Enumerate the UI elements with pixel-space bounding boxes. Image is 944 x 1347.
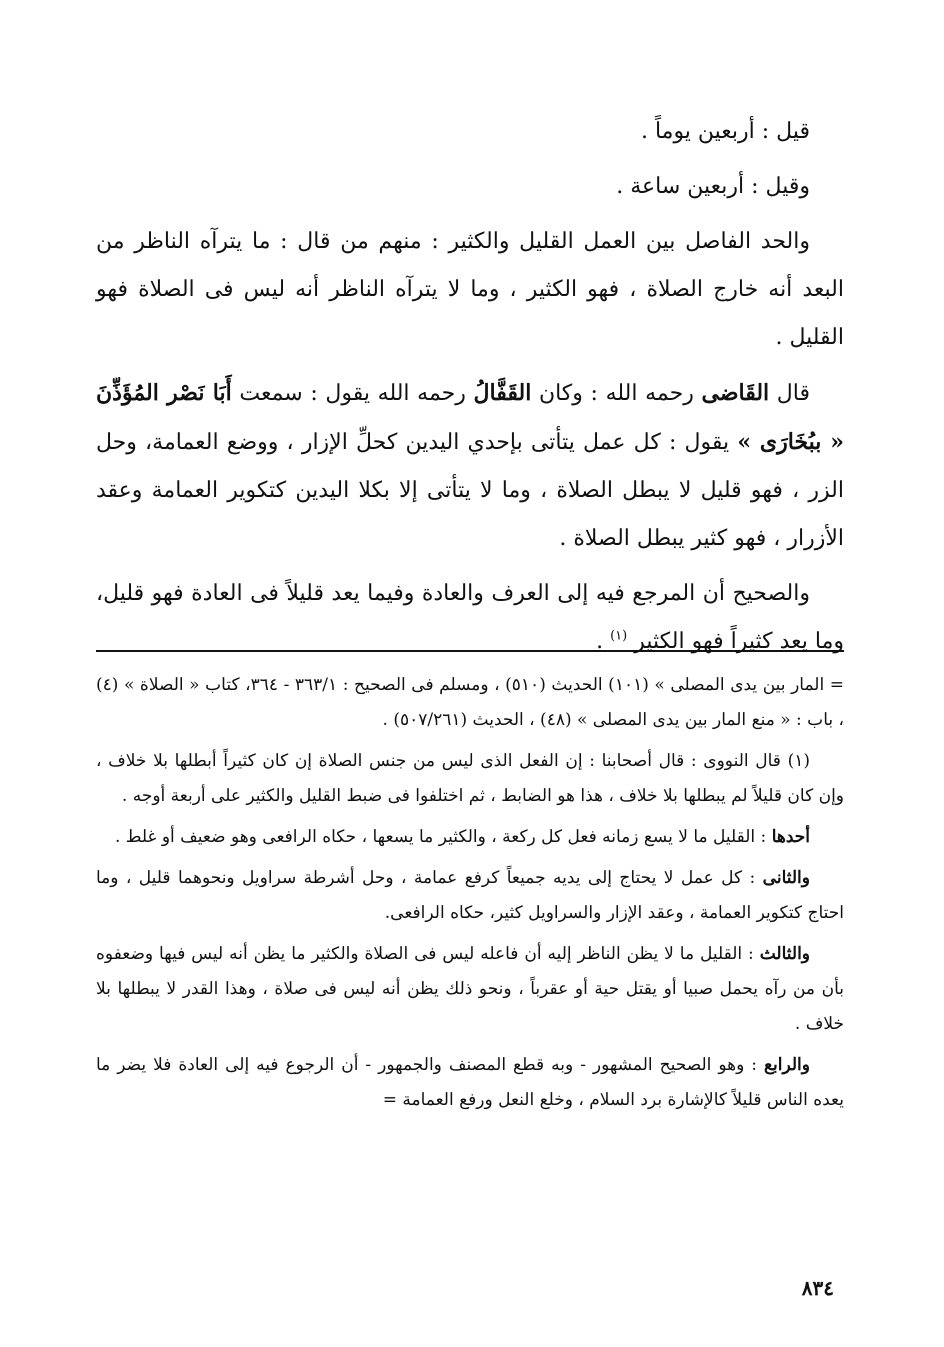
text-segment: رحمه الله يقول : سمعت <box>231 381 474 406</box>
text-segment: رحمه الله : وكان <box>531 381 702 406</box>
footnote-ref-1[interactable]: (١) <box>610 628 628 644</box>
footnote-view-2 <box>96 861 844 931</box>
text-segment: قال <box>769 381 810 406</box>
name-qaffal: القَفَّالُ <box>473 380 532 406</box>
page-number: ٨٣٤ <box>801 1276 834 1300</box>
footnote-label: والثالث <box>759 944 810 964</box>
text-segment: . <box>596 629 611 654</box>
main-text <box>96 108 844 666</box>
footnote-label: أحدها <box>771 827 810 847</box>
footnote-label: والثانى <box>762 868 810 888</box>
footnote-view-3 <box>96 937 844 1042</box>
text-segment: يقول : كل عمل يتأتى بإحدي اليدين كحلِّ الإزار ، ووضع العمامة، وحل الزر ، فهو قليل لا يبطل الصلاة ، وما لا يتأتى إلا بكلا اليدين كتكوير العمامة وعقد الأزرار ، فهو كثير يبطل الصلاة . <box>96 430 844 551</box>
footnotes <box>96 668 844 1124</box>
text-segment: والصحيح أن المرجع فيه إلى العرف والعادة وفيما يعد قليلاً فى العادة فهو قليل، وما يعد كثيراً فهو الكثير <box>96 581 844 654</box>
paragraph-definition: والحد الفاصل بين العمل القليل والكثير : منهم من قال : ما يترآه الناظر من البعد أنه خارج الصلاة ، فهو الكثير ، وما لا يترآه الناظر أنه ليس فى الصلاة فهو القليل . <box>96 229 844 350</box>
paragraph-qaffal <box>96 369 844 563</box>
name-qadi: القَاضى <box>701 380 770 406</box>
name-abu-nasr: أَبَا نَصْر المُؤَذِّنَ « ببُخَارَى » <box>96 380 845 455</box>
footnote-continued: = المار بين يدى المصلى » (١٠١) الحديث (٥١٠) ، ومسلم فى الصحيح : ٣٦٣/١ - ٣٦٤، كتاب « الصلاة » (٤) ، باب : « منع المار بين يدى المصلى » (٤٨) ، الحديث (٥٠٧/٢٦١) . <box>96 675 845 730</box>
text-segment: : وهو الصحيح المشهور - وبه قطع المصنف والجمهور - أن الرجوع فيه إلى العادة فلا يضر ما يعده الناس قليلاً كالإشارة برد السلام ، وخلع النعل ورفع العمامة = <box>96 1055 844 1110</box>
footnote-view-1 <box>96 820 844 855</box>
text-segment: : كل عمل لا يحتاج إلى يديه جميعاً كرفع عمامة ، وحل أشرطة سراويل ونحوهما قليل ، وما احتاج كتكوير العمامة ، وعقد الإزار والسراويل كثير، حكاه الرافعى. <box>96 868 844 923</box>
line-forty-hours: وقيل : أربعين ساعة . <box>616 174 810 199</box>
book-page <box>96 108 844 1323</box>
text-segment: : القليل ما لا يسع زمانه فعل كل ركعة ، والكثير ما يسعها ، حكاه الرافعى وهو ضعيف أو غلط . <box>114 827 772 847</box>
footnote-separator <box>96 650 844 652</box>
line-forty-days: قيل : أربعين يوماً . <box>640 119 810 144</box>
text-segment: : القليل ما لا يظن الناظر إليه أن فاعله ليس فى الصلاة والكثير ما يظن أنه ليس فيها وضعفوه بأن من رآه يحمل صبيا أو يقتل حية أو عقرباً ، ونحو ذلك يظن أنه ليس فى صلاة ، وهذا القدر لا يبطلها بلا خلاف . <box>96 944 844 1034</box>
footnote-view-4 <box>96 1048 844 1118</box>
footnote-1: (١) قال النووى : قال أصحابنا : إن الفعل الذى ليس من جنس الصلاة إن كان كثيراً أبطلها بلا خلاف ، وإن كان قليلاً لم يبطلها بلا خلاف ، هذا هو الضابط ، ثم اختلفوا فى ضبط القليل والكثير على أربعة أوجه . <box>96 751 844 806</box>
footnote-label: والرابع <box>764 1055 810 1075</box>
